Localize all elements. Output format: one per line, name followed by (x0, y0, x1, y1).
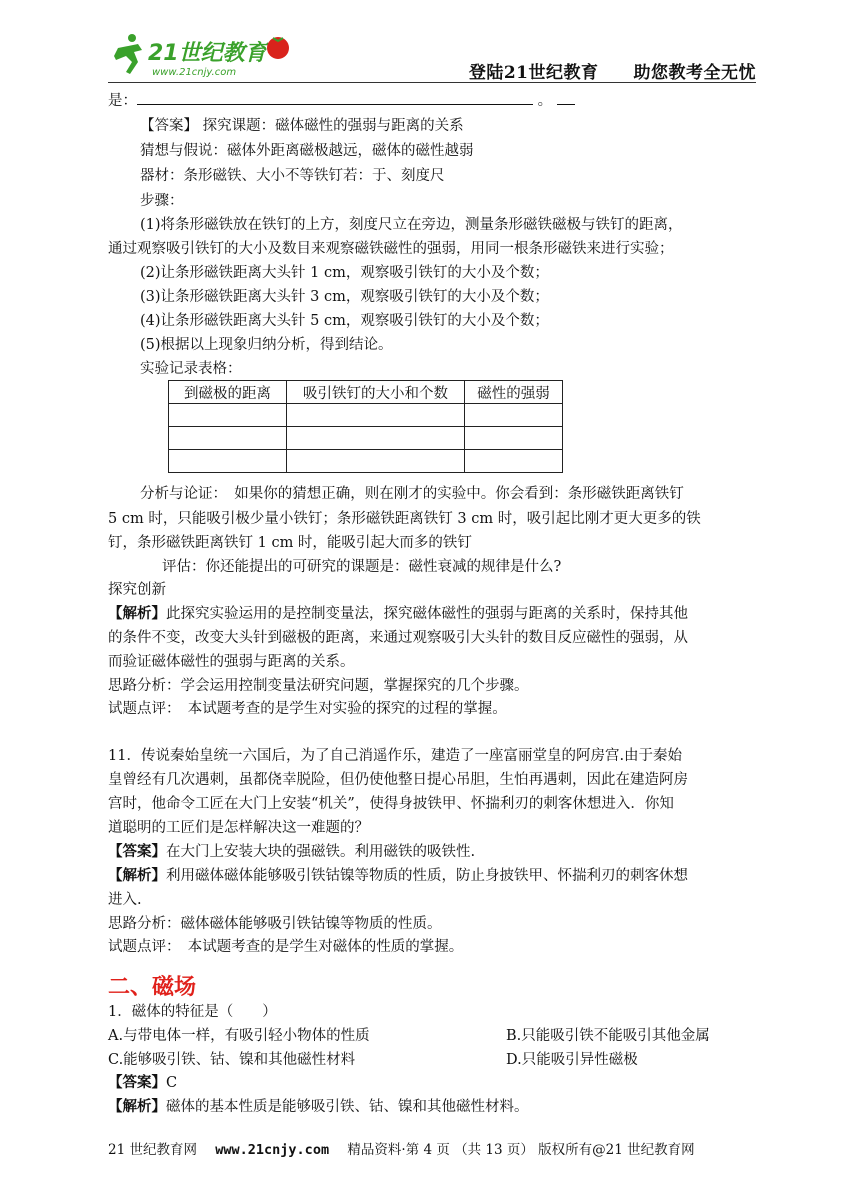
site-logo (108, 30, 308, 80)
q10-comment: 试题点评： 本试题考查的是学生对实验的探究的过程的掌握。 (108, 701, 507, 717)
q10-answer-row (140, 116, 464, 136)
table-cell (465, 427, 563, 450)
q11-jiexi-cont: 进入. (108, 892, 142, 908)
table-header-cell: 磁性的强弱 (465, 381, 563, 404)
table-header-cell: 到磁极的距离 (169, 381, 287, 404)
table-cell (287, 404, 465, 427)
blank-prefix: 是： (108, 93, 137, 109)
q10-step1-cont: 通过观察吸引铁钉的大小及数目来观察磁铁磁性的强弱，用同一根条形磁铁来进行实验； (108, 241, 674, 257)
q10-jiexi-cont2: 而验证磁体磁性的强弱与距离的关系。 (108, 654, 355, 670)
logo-url-text: www.21cnjy.com (152, 67, 237, 78)
q10-step3: (3)让条形磁铁距离大头针 3 cm，观察吸引铁钉的大小及个数； (140, 289, 549, 305)
q11-text: 11．传说秦始皇统一六国后，为了自己消遥作乐，建造了一座富丽堂皇的阿房宫.由于秦始 (108, 748, 683, 764)
logo-brand-text: 21世纪教育 (148, 41, 267, 66)
q11-answer-row (108, 842, 475, 862)
jiexi-label: 【解析】 (108, 1098, 166, 1115)
runner-icon (114, 34, 142, 74)
q10-jiexi: 此探究实验运用的是控制变量法，探究磁体磁性的强弱与距离的关系时，保持其他 (166, 606, 688, 622)
s2-jiexi-row (108, 1097, 529, 1117)
table-row (169, 450, 563, 473)
q10-thinking: 思路分析：学会运用控制变量法研究问题，掌握探究的几个步骤。 (108, 678, 529, 694)
blank-line-row (108, 90, 575, 111)
q10-analysis-cont: 5 cm 时，只能吸引极少量小铁钉；条形磁铁距离铁钉 3 cm 时，吸引起比刚才更大更多的铁 (108, 511, 701, 527)
q10-jiexi-row (108, 604, 688, 624)
s2-q1: 1．磁体的特征是（ ） (108, 1004, 277, 1020)
blank-end: 。 (537, 93, 553, 109)
footer-right: 精品资料·第 4 页 （共 13 页） 版权所有@21 世纪教育网 (347, 1142, 695, 1158)
q10-step5: (5)根据以上现象归纳分析，得到结论。 (140, 337, 393, 353)
table-cell (287, 450, 465, 473)
answer-label: 【答案】 (108, 1074, 166, 1091)
q11-text-cont: 皇曾经有几次遇刺，虽都侥幸脱险，但仍使他整日提心吊胆，生怕再遇刺，因此在建造阿房 (108, 772, 688, 788)
answer-blank (137, 90, 533, 105)
table-cell (169, 450, 287, 473)
table-row (169, 404, 563, 427)
section-title: 二、磁场 (108, 975, 197, 1000)
footer-left: 21 世纪教育网 (108, 1142, 197, 1158)
q11-text-cont2: 宫时，他命令工匠在大门上安装“机关”，使得身披铁甲、怀揣利刃的刺客休想进入．你知 (108, 796, 674, 812)
table-cell (169, 427, 287, 450)
q11-thinking: 思路分析：磁体磁体能够吸引铁钴镍等物质的性质。 (108, 916, 442, 932)
header-slogan: 登陆21世纪教育 助您教考全无忧 (468, 63, 756, 83)
table-cell (465, 404, 563, 427)
q10-innovation: 探究创新 (108, 582, 166, 598)
answer-label: 【答案】 (140, 118, 198, 134)
table-cell (169, 404, 287, 427)
s2-option-c: C.能够吸引铁、钴、镍和其他磁性材料 (108, 1052, 356, 1068)
table-header-cell: 吸引铁钉的大小和个数 (287, 381, 465, 404)
jiexi-label: 【解析】 (108, 605, 166, 622)
q10-equipment: 器材：条形磁铁、大小不等铁钉若：于、刻度尺 (140, 168, 445, 184)
table-cell (287, 427, 465, 450)
s2-option-b: B.只能吸引铁不能吸引其他金属 (506, 1028, 710, 1044)
q10-steps-label: 步骤： (140, 193, 184, 209)
q10-step1: (1)将条形磁铁放在铁钉的上方，刻度尺立在旁边，测量条形磁铁磁极与铁钉的距离， (140, 217, 683, 233)
q10-table-label: 实验记录表格： (140, 361, 242, 377)
q11-jiexi: 利用磁体磁体能够吸引铁钴镍等物质的性质，防止身披铁甲、怀揣利刃的刺客休想 (166, 868, 688, 884)
q10-evaluation: 评估：你还能提出的可研究的课题是：磁性衰减的规律是什么? (162, 559, 562, 575)
header-divider (108, 82, 756, 83)
q10-analysis-cont2: 钉，条形磁铁距离铁钉 1 cm 时，能吸引起大而多的铁钉 (108, 535, 472, 551)
table-row (169, 427, 563, 450)
footer-site-link[interactable]: www.21cnjy.com (215, 1142, 330, 1158)
record-table (168, 380, 563, 473)
q10-step4: (4)让条形磁铁距离大头针 5 cm，观察吸引铁钉的大小及个数； (140, 313, 549, 329)
table-header-row (169, 381, 563, 404)
page-footer (108, 1138, 695, 1158)
table-cell (465, 450, 563, 473)
q11-comment: 试题点评： 本试题考查的是学生对磁体的性质的掌握。 (108, 939, 464, 955)
q10-hypothesis: 猜想与假说：磁体外距离磁极越远，磁体的磁性越弱 (140, 143, 474, 159)
s2-option-d: D.只能吸引异性磁极 (506, 1052, 638, 1068)
q10-jiexi-cont: 的条件不变，改变大头针到磁极的距离，来通过观察吸引大头针的数目反应磁性的强弱，从 (108, 630, 688, 646)
answer-blank-short (557, 90, 575, 105)
q10-topic: 探究课题：磁体磁性的强弱与距离的关系 (202, 118, 464, 134)
q11-text-cont3: 道聪明的工匠们是怎样解决这一难题的？ (108, 820, 369, 836)
s2-option-a: A.与带电体一样，有吸引轻小物体的性质 (108, 1028, 370, 1044)
s2-answer: C (166, 1075, 178, 1091)
s2-jiexi: 磁体的基本性质是能够吸引铁、钴、镍和其他磁性材料。 (166, 1099, 529, 1115)
q10-step2: (2)让条形磁铁距离大头针 1 cm，观察吸引铁钉的大小及个数； (140, 265, 549, 281)
q11-jiexi-row (108, 866, 688, 886)
q11-answer: 在大门上安装大块的强磁铁。利用磁铁的吸铁性. (166, 844, 476, 860)
jiexi-label: 【解析】 (108, 867, 166, 884)
q10-analysis: 分析与论证： 如果你的猜想正确，则在刚才的实验中。你会看到：条形磁铁距离铁钉 (140, 486, 684, 502)
s2-answer-row (108, 1073, 177, 1093)
answer-label: 【答案】 (108, 843, 166, 860)
